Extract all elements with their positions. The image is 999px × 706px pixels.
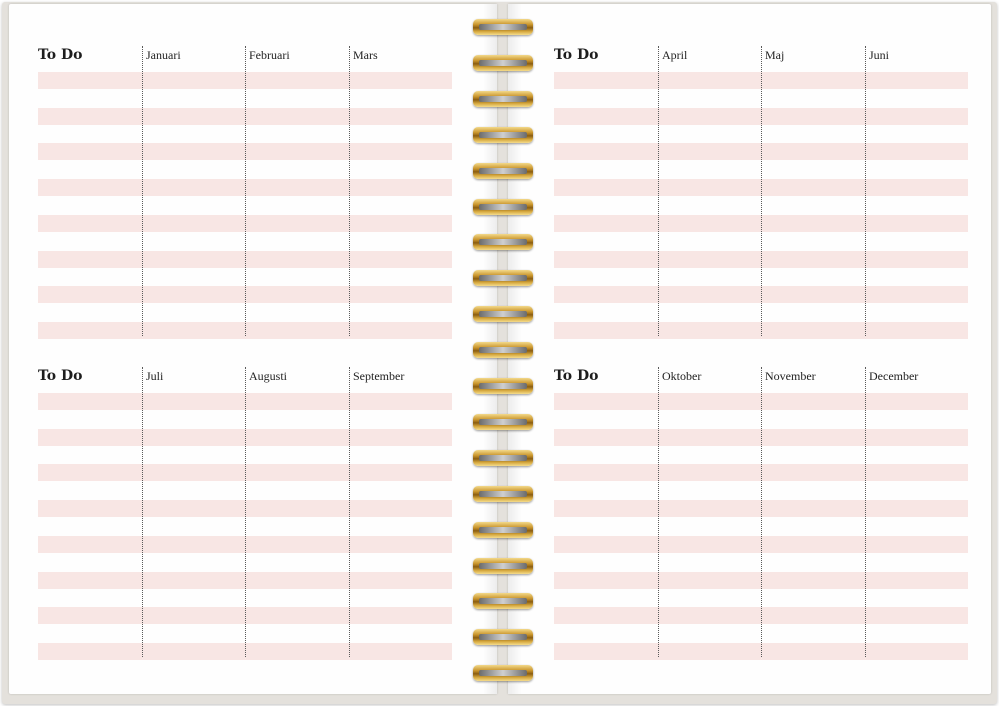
spiral-ring [470, 90, 536, 108]
spiral-ring [470, 269, 536, 287]
month-header-augusti: Augusti [249, 369, 288, 383]
spiral-ring [470, 664, 536, 682]
spiral-ring [470, 628, 536, 646]
month-header-februari: Februari [249, 48, 290, 62]
month-header-september: September [353, 369, 405, 383]
todo-header: To Do [38, 47, 83, 63]
planner-block-q3 [38, 367, 452, 657]
month-header-oktober: Oktober [662, 369, 702, 383]
column-divider [245, 367, 246, 657]
month-header-november: November [765, 369, 816, 383]
month-header-juni: Juni [869, 48, 890, 62]
todo-header: To Do [554, 47, 599, 63]
month-header-maj: Maj [765, 48, 785, 62]
month-header-januari: Januari [146, 48, 181, 62]
column-divider [349, 367, 350, 657]
month-header-december: December [869, 369, 919, 383]
spiral-ring [470, 377, 536, 395]
planner-block-q1 [38, 46, 452, 336]
month-header-juli: Juli [146, 369, 164, 383]
spiral-ring [470, 521, 536, 539]
planner-block-q4 [554, 367, 968, 657]
spiral-ring [470, 449, 536, 467]
column-divider [142, 46, 143, 336]
spiral-ring [470, 592, 536, 610]
column-divider [658, 367, 659, 657]
planner-block-q2 [554, 46, 968, 336]
column-divider [245, 46, 246, 336]
todo-header: To Do [38, 368, 83, 384]
month-header-april: April [662, 48, 688, 62]
column-divider [865, 367, 866, 657]
spiral-ring [470, 413, 536, 431]
column-divider [865, 46, 866, 336]
left-page [9, 4, 497, 694]
spiral-ring [470, 198, 536, 216]
spiral-ring [470, 54, 536, 72]
spiral-ring [470, 126, 536, 144]
spiral-ring [470, 162, 536, 180]
spiral-ring [470, 305, 536, 323]
right-page [508, 4, 991, 694]
spiral-ring [470, 557, 536, 575]
column-divider [142, 367, 143, 657]
spiral-ring [470, 485, 536, 503]
todo-header: To Do [554, 368, 599, 384]
spiral-ring [470, 233, 536, 251]
column-divider [658, 46, 659, 336]
spiral-ring [470, 18, 536, 36]
column-divider [761, 46, 762, 336]
month-header-mars: Mars [353, 48, 378, 62]
spiral-ring [470, 341, 536, 359]
spiral-binding [470, 0, 536, 706]
column-divider [349, 46, 350, 336]
column-divider [761, 367, 762, 657]
